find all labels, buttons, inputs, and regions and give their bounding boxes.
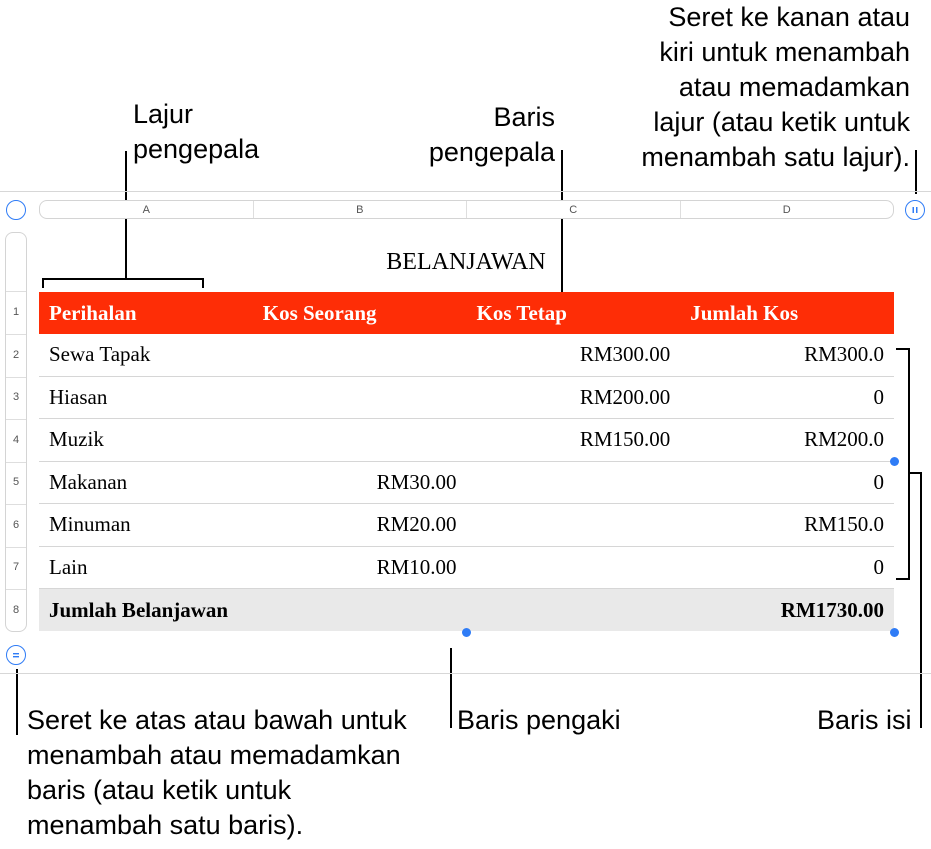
table-cell[interactable]: Sewa Tapak (49, 342, 151, 367)
table-row[interactable] (39, 504, 894, 547)
table-cell[interactable]: Lain (49, 554, 88, 579)
column-letter-b[interactable]: B (253, 201, 467, 218)
callout-line: kiri untuk menambah (659, 37, 910, 67)
row-handle-icon[interactable] (6, 645, 26, 665)
callout-header-row (400, 100, 555, 170)
bracket-body-rows-tick (908, 472, 921, 474)
callout-line: lajur (atau ketik untuk (653, 107, 910, 137)
column-letter-d[interactable]: D (680, 201, 894, 218)
row-separator (6, 462, 26, 463)
sheet-frame-top (0, 191, 931, 192)
row-number[interactable]: 5 (12, 476, 20, 488)
table-cell[interactable]: Minuman (49, 512, 131, 537)
row-separator (6, 419, 26, 420)
table-cell[interactable]: RM30.00 (376, 469, 457, 494)
callout-add-row (27, 703, 407, 843)
row-number[interactable]: 4 (12, 434, 20, 446)
column-letter-a[interactable]: A (142, 203, 150, 216)
header-cell[interactable]: Jumlah Kos (690, 300, 799, 325)
column-letter-c[interactable]: C (466, 201, 680, 218)
equals-bars-icon (12, 651, 20, 659)
callout-line: Lajur (133, 99, 194, 129)
column-reference-bar[interactable] (39, 200, 894, 219)
row-number[interactable]: 1 (12, 306, 20, 318)
leader-line-add-row (16, 669, 18, 735)
callout-footer-row: Baris pengaki (457, 705, 621, 735)
table-cell[interactable]: RM150.0 (804, 512, 884, 537)
header-cell[interactable]: Kos Seorang (262, 300, 377, 325)
table-cell[interactable]: RM300.0 (804, 342, 884, 367)
callout-line: Seret ke atas atau bawah untuk (27, 705, 407, 735)
table-cell[interactable]: 0 (873, 469, 884, 494)
table-title[interactable]: BELANJAWAN (386, 249, 546, 275)
table-row[interactable] (39, 419, 894, 462)
row-number[interactable]: 6 (12, 519, 20, 531)
callout-line: pengepala (428, 137, 555, 167)
row-separator (6, 334, 26, 335)
header-cell[interactable]: Kos Tetap (476, 300, 567, 325)
row-number[interactable]: 7 (12, 561, 20, 573)
table-cell[interactable]: RM200.0 (804, 427, 884, 452)
footer-resize-handle[interactable] (462, 628, 471, 637)
table-resize-handle[interactable] (890, 628, 899, 637)
row-separator (6, 291, 26, 292)
callout-add-column (560, 0, 910, 175)
table-row[interactable] (39, 462, 894, 505)
row-separator (6, 589, 26, 590)
pause-bars-icon (911, 206, 919, 214)
callout-line: pengepala (133, 134, 260, 164)
budget-table[interactable] (39, 292, 894, 631)
row-separator (6, 547, 26, 548)
row-number[interactable]: 3 (12, 391, 20, 403)
column-handle-icon[interactable] (905, 200, 925, 220)
table-row[interactable] (39, 377, 894, 420)
leader-line-body-rows (920, 472, 922, 728)
table-cell[interactable]: Hiasan (49, 384, 108, 409)
table-cell[interactable]: RM150.00 (579, 427, 671, 452)
table-row[interactable] (39, 334, 894, 377)
callout-line: baris (atau ketik untuk (27, 775, 292, 805)
callout-line: Baris (493, 102, 555, 132)
callout-line: menambah satu lajur). (641, 142, 910, 172)
header-row[interactable] (39, 292, 894, 334)
table-cell[interactable]: RM200.00 (579, 384, 671, 409)
callout-body-rows: Baris isi (817, 705, 912, 735)
callout-header-column (133, 97, 259, 167)
table-cell[interactable]: 0 (873, 384, 884, 409)
footer-row[interactable] (39, 589, 894, 631)
callout-line: menambah atau memadamkan (27, 740, 401, 770)
table-cell[interactable]: 0 (873, 554, 884, 579)
select-all-circle-icon[interactable] (6, 200, 26, 220)
sheet-frame-bottom (0, 673, 931, 674)
row-separator (6, 377, 26, 378)
callout-line: menambah satu baris). (27, 810, 304, 840)
bracket-header-column-left (42, 278, 44, 288)
footer-cell[interactable]: RM1730.00 (780, 597, 884, 622)
table-cell[interactable]: Makanan (49, 469, 128, 494)
callout-line: atau memadamkan (678, 72, 910, 102)
table-cell[interactable]: RM300.00 (579, 342, 671, 367)
bracket-header-column (42, 278, 204, 280)
header-cell[interactable]: Perihalan (49, 300, 137, 325)
table-cell[interactable]: RM10.00 (376, 554, 457, 579)
leader-line-add-column (915, 150, 917, 194)
footer-cell[interactable]: Jumlah Belanjawan (49, 597, 229, 622)
bracket-header-column-right (202, 278, 204, 288)
row-number[interactable]: 2 (12, 349, 20, 361)
table-cell[interactable]: Muzik (49, 427, 104, 452)
table-row[interactable] (39, 547, 894, 590)
table-cell[interactable]: RM20.00 (376, 512, 457, 537)
row-number[interactable]: 8 (12, 604, 20, 616)
row-separator (6, 504, 26, 505)
callout-line: Seret ke kanan atau (668, 2, 910, 32)
body-resize-handle[interactable] (890, 457, 899, 466)
leader-line-footer-row (450, 648, 452, 728)
